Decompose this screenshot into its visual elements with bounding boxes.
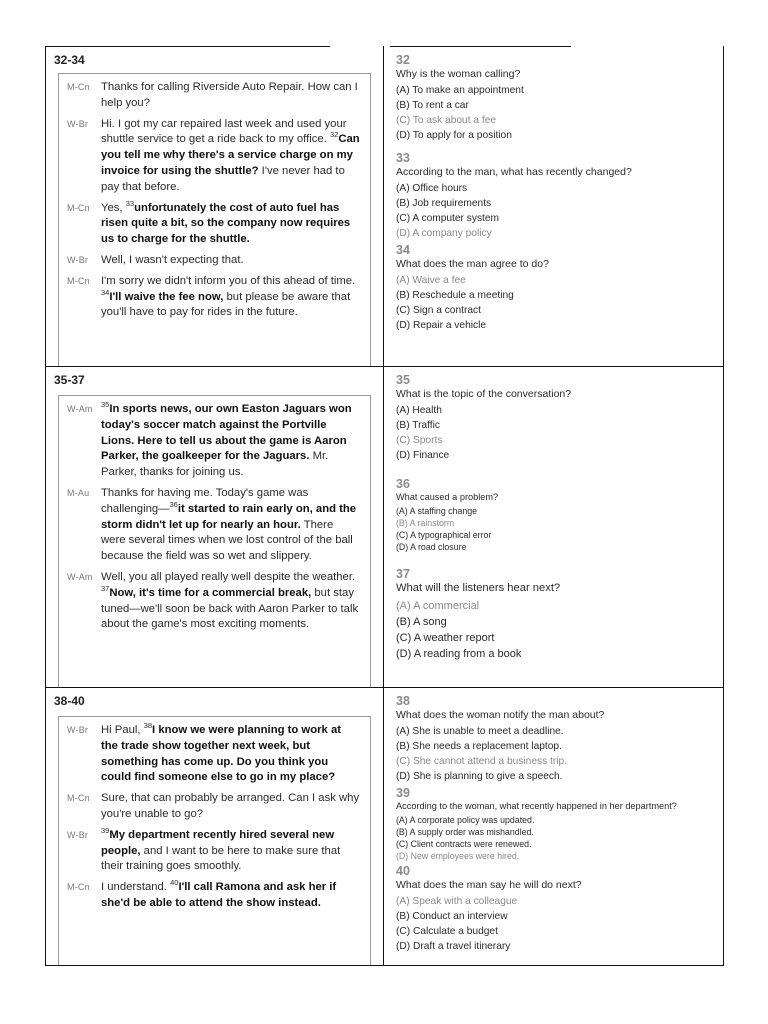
utterance: Well, you all played really well despite the weather. $^{37}$Now, it's time for a commercial break, but stay tuned—we'll soon be back with Aaron Parker to talk about the game's most exciting moments. — [101, 570, 359, 631]
question-text: What does the woman notify the man about? — [396, 709, 605, 721]
speaker-tag: M-Au — [67, 487, 90, 498]
speaker-tag: W-Am — [67, 571, 93, 582]
answer-option: (A) A staffing change — [396, 506, 478, 516]
speaker-tag: W-Br — [67, 254, 89, 265]
answer-option: (D) A company policy — [396, 228, 492, 239]
question-text: Why is the woman calling? — [396, 68, 521, 80]
question-number: 32 — [396, 53, 410, 67]
dialogue-turn — [67, 570, 360, 633]
utterance: Hi. I got my car repaired last week and used your shuttle service to get a ride back to my office. $^{32}$Can you tell me why there's a service charge on my invoice for using the shuttle? I've never had to pay that before. — [101, 117, 360, 193]
answer-option: (C) Sign a contract — [396, 305, 481, 316]
question-block — [396, 151, 714, 241]
answer-option: (D) A road closure — [396, 542, 467, 552]
utterance: Yes, $^{33}$unfortunately the cost of auto fuel has risen quite a bit, so the company now requires us to charge for the shuttle. — [101, 198, 351, 246]
utterance: Well, I wasn't expecting that. — [101, 253, 244, 266]
question-number: 35 — [396, 373, 410, 387]
question-block — [396, 786, 714, 862]
utterance: Thanks for calling Riverside Auto Repair. How can I help you? — [101, 81, 358, 109]
dialogue-turn — [67, 828, 360, 875]
question-block — [396, 53, 714, 143]
question-text: What caused a problem? — [396, 492, 499, 502]
answer-option: (C) A weather report — [396, 632, 495, 644]
answer-option: (B) To rent a car — [396, 100, 469, 111]
speaker-tag: M-Cn — [67, 275, 90, 286]
answer-option: (B) A rainstorm — [396, 518, 455, 528]
dialogue-turn — [67, 274, 360, 321]
utterance: $^{39}$My department recently hired several new people, and I want to be here to make sure that their training goes smoothly. — [101, 826, 341, 873]
set-label: 35-37 — [54, 373, 85, 387]
utterance: I'm sorry we didn't inform you of this ahead of time. $^{34}$I'll waive the fee now, but please be aware that you'll have to pay for rides in the future. — [101, 274, 356, 319]
speaker-tag: W-Am — [67, 404, 93, 414]
answer-option: (A) Speak with a colleague — [396, 896, 518, 907]
transcript-cell-35-37 — [46, 367, 383, 687]
question-block — [396, 373, 714, 463]
question-block — [396, 864, 714, 954]
right-border — [723, 46, 724, 966]
question-text: What does the man agree to do? — [396, 258, 549, 270]
answer-option: (A) Waive a fee — [396, 275, 466, 286]
speaker-tag: M-Cn — [67, 202, 90, 213]
question-list — [396, 371, 714, 662]
answer-option: (B) Conduct an interview — [396, 911, 508, 922]
answer-option: (A) She is unable to meet a deadline. — [396, 726, 564, 737]
utterance: Thanks for having me. Today's game was challenging—$^{36}$it started to rain early on, and the storm didn't let up for nearly an hour. There were several times when we lost control of the ball because the field was so wet and slippery. — [101, 486, 357, 563]
question-block — [396, 477, 714, 553]
dialogue-turn — [67, 880, 360, 912]
question-number: 37 — [396, 567, 410, 581]
speaker-tag: W-Br — [67, 829, 89, 840]
question-text: What will the listeners hear next? — [396, 582, 561, 594]
dialogue-turn — [67, 791, 360, 823]
answer-option: (C) To ask about a fee — [396, 115, 497, 126]
question-number: 33 — [396, 151, 410, 165]
question-text: What does the man say he will do next? — [396, 879, 582, 891]
answer-option: (B) Reschedule a meeting — [396, 290, 514, 301]
answer-option: (C) Calculate a budget — [396, 926, 498, 937]
answer-option: (D) Repair a vehicle — [396, 320, 487, 331]
speaker-tag: M-Cn — [67, 882, 90, 893]
answer-option: (B) A supply order was mishandled. — [396, 827, 534, 837]
dialogue-turn — [67, 253, 360, 269]
questions-cell-38-40 — [384, 688, 722, 965]
speaker-tag: M-Cn — [67, 82, 90, 92]
answer-option: (D) A reading from a book — [396, 648, 522, 660]
bottom-border — [45, 965, 724, 966]
question-list — [396, 51, 714, 333]
answer-option: (A) Office hours — [396, 183, 468, 194]
answer-option: (A) A commercial — [396, 600, 480, 612]
question-number: 40 — [396, 864, 410, 878]
answer-option: (A) To make an appointment — [396, 85, 524, 96]
transcript-box — [58, 716, 371, 965]
question-number: 34 — [396, 243, 410, 257]
speaker-tag: W-Br — [67, 118, 89, 129]
utterance: I understand. $^{40}$I'll call Ramona and ask her if she'd be able to attend the show instead. — [101, 878, 337, 909]
set-label: 38-40 — [54, 694, 85, 708]
answer-option: (A) A corporate policy was updated. — [396, 815, 535, 825]
utterance: $^{35}$In sports news, our own Easton Jaguars won today's soccer match against the Portville Lions. Here to tell us about the game is Aaron Parker, the goalkeeper for the Jaguars. Mr. Parker, thanks for joining us. — [101, 400, 352, 479]
answer-option: (D) New employees were hired. — [396, 851, 520, 861]
question-number: 39 — [396, 786, 410, 800]
questions-cell-35-37 — [384, 367, 722, 687]
speaker-tag: W-Br — [67, 725, 89, 735]
dialogue-turn — [67, 198, 360, 248]
question-block — [396, 694, 714, 784]
question-number: 38 — [396, 694, 410, 708]
question-list — [396, 692, 714, 954]
answer-option: (B) Traffic — [396, 420, 440, 431]
answer-option: (A) Health — [396, 405, 442, 416]
answer-option: (C) Sports — [396, 435, 443, 446]
answer-option: (B) Job requirements — [396, 198, 492, 209]
answer-option: (C) A typographical error — [396, 530, 492, 540]
utterance: Hi Paul, $^{38}$I know we were planning to work at the trade show together next week, but something has come up. Do you think you could find someone else to go in my place? — [101, 721, 341, 784]
question-number: 36 — [396, 477, 410, 491]
question-text: According to the man, what has recently changed? — [396, 166, 632, 178]
dialogue-turn — [67, 723, 360, 786]
question-text: What is the topic of the conversation? — [396, 388, 572, 400]
answer-option: (B) A song — [396, 616, 447, 628]
dialogue-turn — [67, 80, 360, 112]
dialogue-turn — [67, 402, 360, 481]
answer-option: (C) She cannot attend a business trip. — [396, 756, 568, 767]
questions-cell-32-34 — [384, 47, 722, 366]
answer-option: (D) Finance — [396, 450, 450, 461]
set-label: 32-34 — [54, 53, 85, 67]
answer-option: (C) Client contracts were renewed. — [396, 839, 532, 849]
answer-option: (C) A computer system — [396, 213, 500, 224]
dialogue-turn — [67, 117, 360, 196]
utterance: Sure, that can probably be arranged. Can I ask why you're unable to go? — [101, 792, 360, 820]
answer-option: (D) Draft a travel itinerary — [396, 941, 511, 952]
transcript-cell-38-40 — [46, 688, 383, 965]
transcript-box — [58, 395, 371, 687]
dialogue-turn — [67, 486, 360, 565]
answer-option: (D) To apply for a position — [396, 130, 512, 141]
answer-option: (B) She needs a replacement laptop. — [396, 741, 562, 752]
answer-option: (D) She is planning to give a speech. — [396, 771, 563, 782]
question-block — [396, 243, 714, 333]
question-block — [396, 567, 714, 662]
speaker-tag: M-Cn — [67, 793, 90, 804]
transcript-cell-32-34 — [46, 47, 383, 366]
transcript-box — [58, 73, 371, 366]
question-text: According to the woman, what recently happened in her department? — [396, 801, 677, 811]
